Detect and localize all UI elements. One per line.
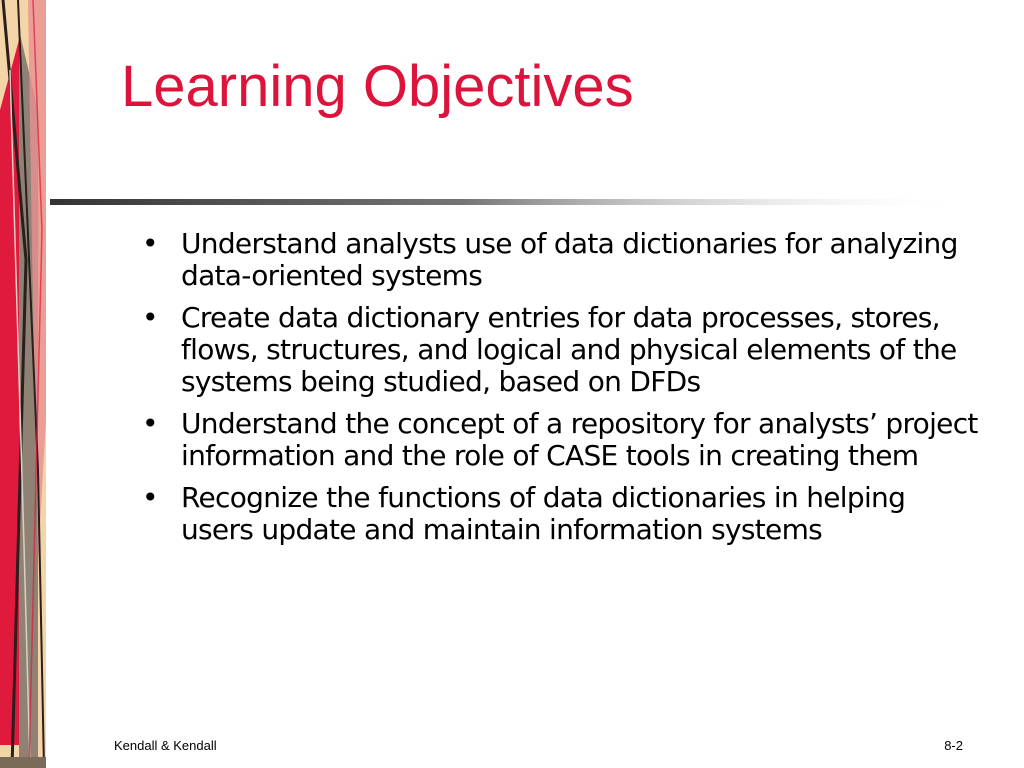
objectives-list [140,228,980,556]
bullet-icon: • [142,407,158,440]
footer-slide-number: 8-2 [944,738,963,753]
objective-item [140,482,980,546]
objective-item [140,228,980,292]
bullet-icon: • [142,481,158,514]
bullet-icon: • [142,227,158,260]
title-divider [50,199,970,205]
objective-text: Understand analysts use of data dictionaries for analyzing data-oriented systems [181,227,958,292]
bullet-icon: • [142,301,158,334]
footer-author: Kendall & Kendall [114,738,217,753]
decorative-left-border [0,0,46,768]
objective-text: Create data dictionary entries for data processes, stores, flows, structures, and logical and physical elements of the systems being studied, based on DFDs [181,301,957,398]
objective-text: Recognize the functions of data dictionaries in helping users update and maintain information systems [181,481,906,546]
objective-text: Understand the concept of a repository for analysts’ project information and the role of CASE tools in creating them [181,407,978,472]
slide-title: Learning Objectives [121,54,634,119]
objective-item [140,408,980,472]
objective-item [140,302,980,398]
